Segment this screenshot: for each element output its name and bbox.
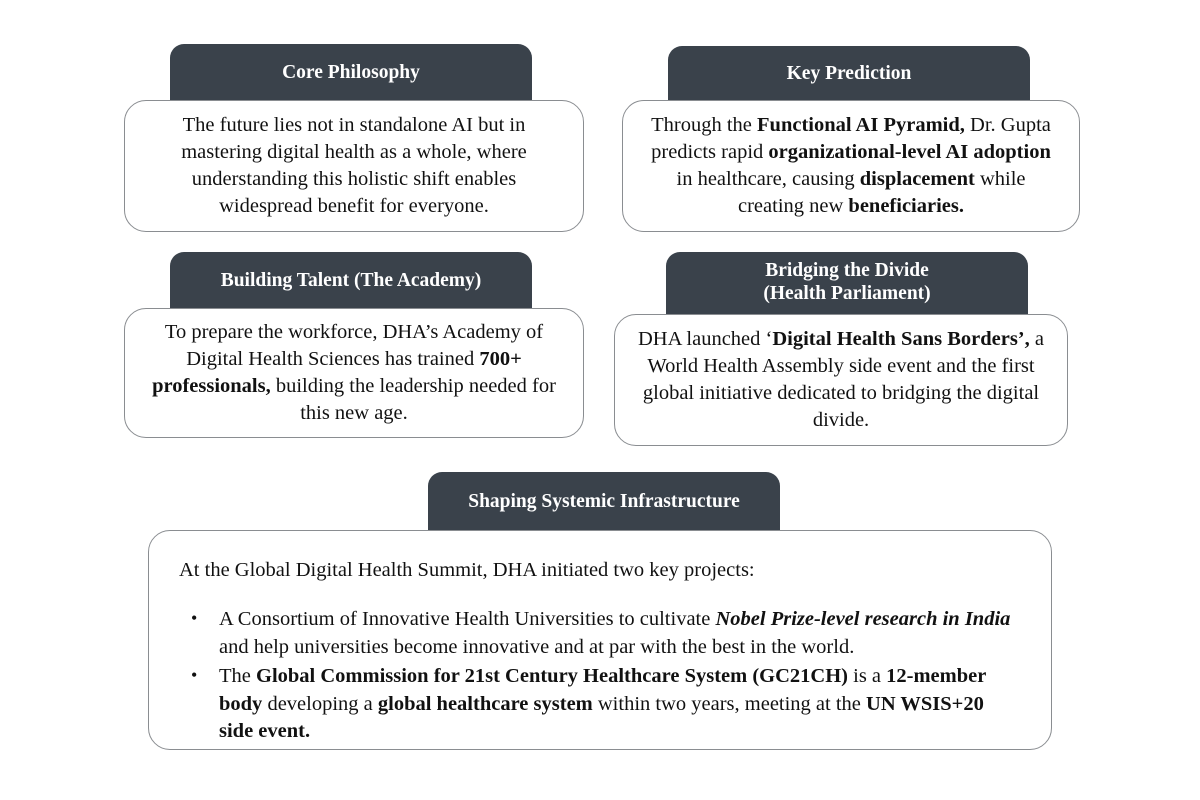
list-item-text: The Global Commission for 21st Century Healthcare System (GC21CH) is a 12-member body developing a global healthcare system within two years, meeting at the UN WSIS+20 side event.: [219, 665, 986, 743]
list-item-text: A Consortium of Innovative Health Universities to cultivate Nobel Prize-level research in India and help universities become innovative and at par with the best in the world.: [219, 608, 1011, 658]
card-title-key-prediction: Key Prediction: [786, 62, 912, 84]
card-header-key-prediction: [668, 46, 1030, 106]
shaping-infrastructure-content: [149, 531, 1051, 748]
card-panel-key-prediction: [622, 100, 1080, 232]
card-panel-bridging-divide: [614, 314, 1068, 446]
card-header-shaping-infrastructure: [428, 472, 780, 536]
card-text-core-philosophy: The future lies not in standalone AI but in mastering digital health as a whole, where understanding this holistic shift enables widespread benefit for everyone.: [181, 113, 527, 218]
card-panel-core-philosophy: [124, 100, 584, 232]
card-title-shaping-infrastructure: Shaping Systemic Infrastructure: [468, 490, 740, 512]
bullet-point-icon: •: [191, 608, 198, 629]
card-title-building-talent: Building Talent (The Academy): [220, 269, 482, 291]
card-text-building-talent: To prepare the workforce, DHA’s Academy of Digital Health Sciences has trained 700+ professionals, building the leadership needed for this new age.: [152, 320, 556, 425]
card-title-bridging-divide-line1: Bridging the Divide: [765, 260, 929, 281]
card-panel-building-talent: [124, 308, 584, 438]
list-item: [183, 663, 1021, 745]
bullet-point-icon: •: [191, 665, 198, 686]
card-text-key-prediction: Through the Functional AI Pyramid, Dr. Gupta predicts rapid organizational-level AI adoption in healthcare, causing displacement while creating new beneficiaries.: [651, 113, 1051, 218]
shaping-infrastructure-bullet-list: [179, 606, 1021, 745]
card-title-bridging-divide-line2: (Health Parliament): [763, 283, 931, 304]
list-item: [183, 606, 1021, 661]
card-header-bridging-divide: [666, 252, 1028, 320]
card-panel-shaping-infrastructure: [148, 530, 1052, 750]
card-header-core-philosophy: [170, 44, 532, 106]
shaping-infrastructure-intro: At the Global Digital Health Summit, DHA initiated two key projects:: [179, 559, 755, 581]
card-text-bridging-divide: DHA launched ‘Digital Health Sans Borders’, a World Health Assembly side event and the first global initiative dedicated to bridging the digital divide.: [638, 327, 1044, 432]
card-header-building-talent: [170, 252, 532, 314]
card-title-core-philosophy: Core Philosophy: [282, 61, 420, 83]
